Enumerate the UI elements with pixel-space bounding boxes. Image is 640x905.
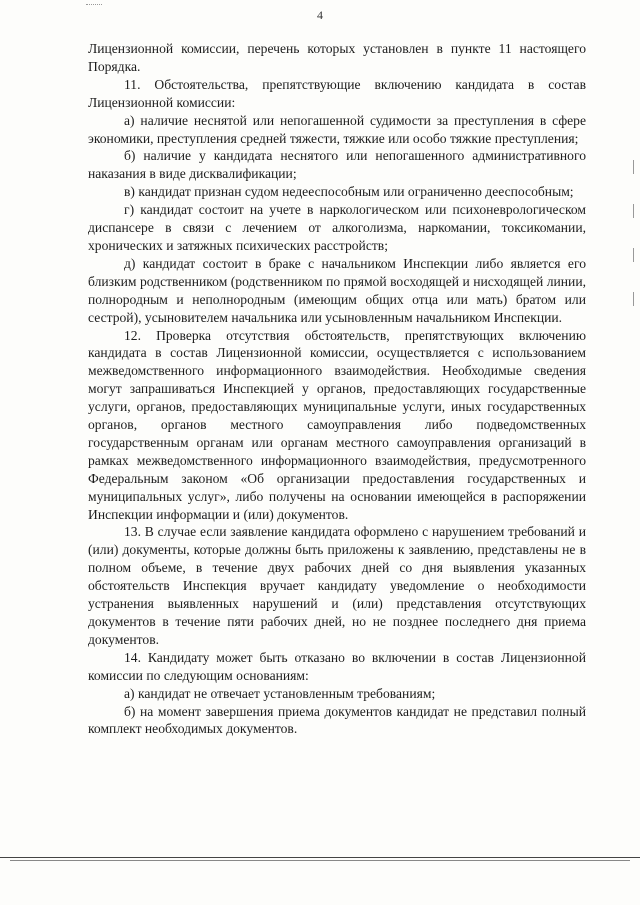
paragraph-14-b: б) на момент завершения приема документов кандидат не представил полный комплект необходимых документов. [88,703,586,737]
paragraph-14: 14. Кандидату может быть отказано во включении в состав Лицензионной комиссии по следующим основаниям: [88,649,586,683]
paragraph-11-d: д) кандидат состоит в браке с начальником Инспекции либо является его близким родственником (родственником по прямой восходящей и нисходящей линии, полнородным и неполнородным (имеющим общих отца или мать) братом или сестрой), усыновителем начальника или усыновленным начальником Инспекции. [88,255,586,325]
paragraph-13: 13. В случае если заявление кандидата оформлено с нарушением требований и (или) документы, которые должны быть приложены к заявлению, представлены не в полном объеме, в течение двух рабочих дней со дня выявления указанных обстоятельств Инспекция вручает кандидату уведомление о необходимости устранения выявленных нарушений и (или) представления отсутствующих документов в течение пяти рабочих дней, но не позднее последнего дня приема документов. [88,524,586,647]
paragraph-14-a: а) кандидат не отвечает установленным требованиям; [124,685,436,701]
bottom-rule-secondary [10,860,630,861]
paragraph-11-g: г) кандидат состоит на учете в наркологическом или психоневрологическом диспансере в связи с лечением от алкоголизма, наркомании, токсикомании, хронических и затяжных психических расстройств; [88,202,586,253]
document-body [88,40,586,738]
scan-mark [86,4,102,5]
paragraph-11-v: в) кандидат признан судом недееспособным или ограниченно дееспособным; [124,184,574,200]
paragraph-11: 11. Обстоятельства, препятствующие включению кандидата в состав Лицензионной комиссии: [88,76,586,110]
bottom-rule [0,857,640,858]
page-number: 4 [317,8,323,22]
paragraph-11-b: б) наличие у кандидата неснятого или непогашенного административного наказания в виде дисквалификации; [88,148,586,182]
paragraph-11-a: а) наличие неснятой или непогашенной судимости за преступления в сфере экономики, преступления средней тяжести, тяжкие или особо тяжкие преступления; [88,112,586,146]
paragraph-continuation: Лицензионной комиссии, перечень которых установлен в пункте 11 настоящего Порядка. [88,41,586,74]
scan-edge-marks [630,160,636,336]
paragraph-12: 12. Проверка отсутствия обстоятельств, препятствующих включению кандидата в состав Лицензионной комиссии, осуществляется с использованием межведомственного информационного взаимодействия. Необходимые сведения могут запрашиваться Инспекцией у органов, предоставляющих государственные услуги, органов, предоставляющих муниципальные услуги, иных государственных органов, органов местного самоуправления либо подведомственных государственным органам или органам местного самоуправления организаций в рамках межведомственного информационного взаимодействия, предусмотренного Федеральным законом «Об организации предоставления государственных и муниципальных услуг», либо получены на основании имеющейся в распоряжении Инспекции информации и (или) документов. [88,327,586,522]
